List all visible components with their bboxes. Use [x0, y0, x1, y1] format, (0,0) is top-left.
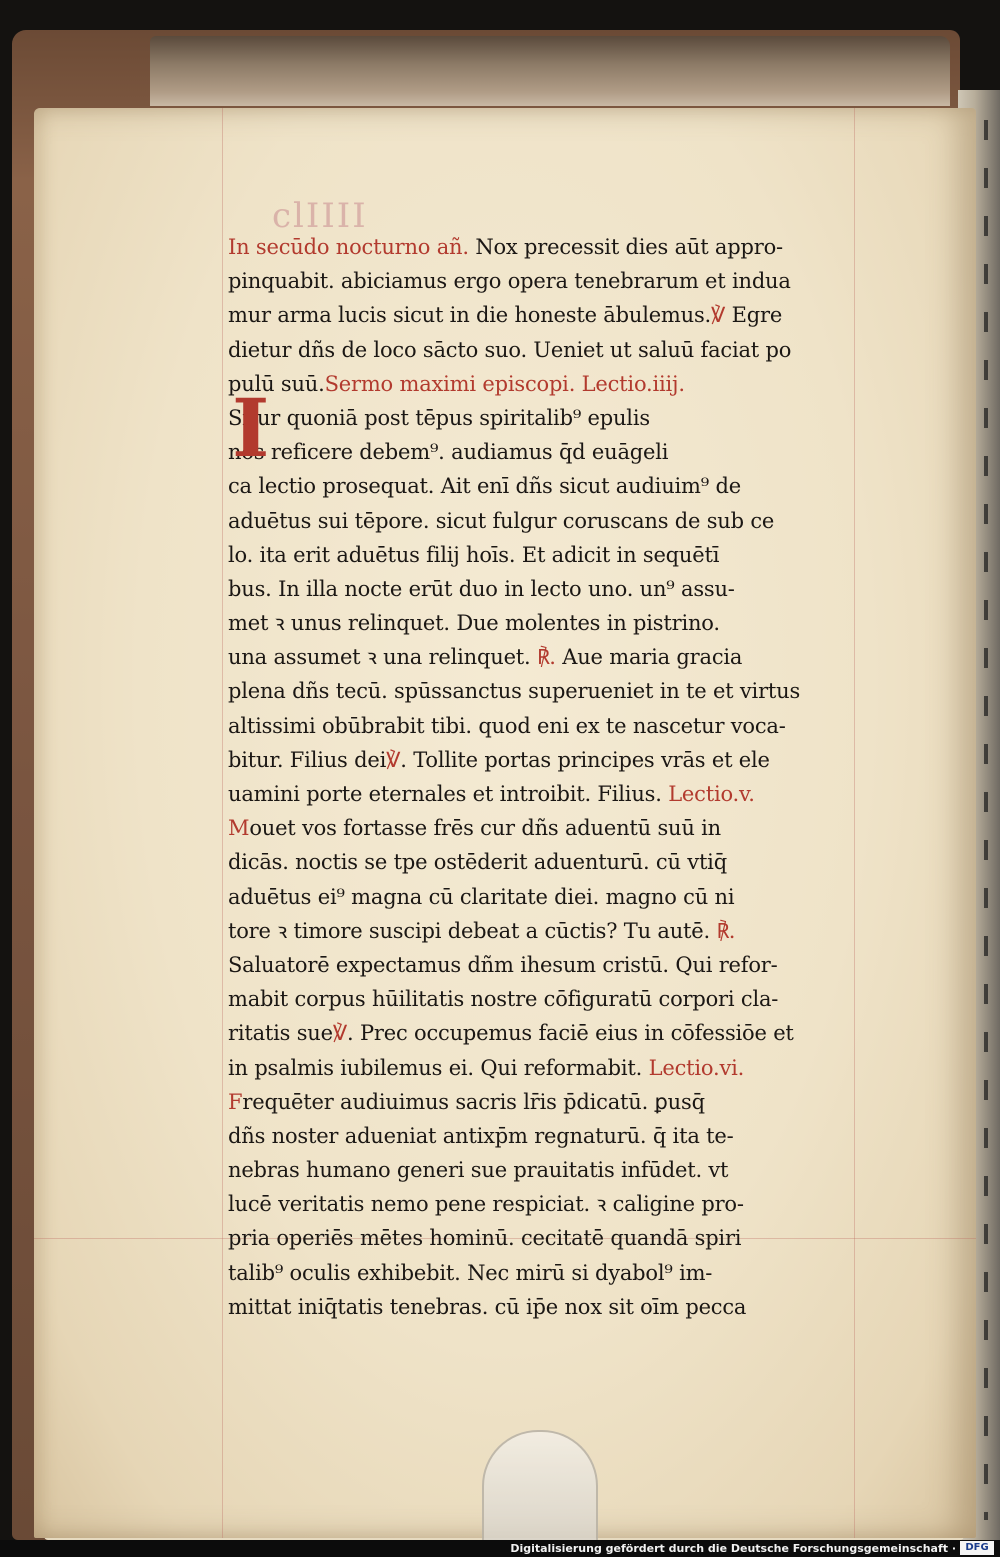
rubric-text: M	[228, 816, 250, 841]
text-line	[228, 811, 848, 845]
rubric-text: ℣	[386, 747, 401, 772]
text-line	[228, 880, 848, 914]
binding-thread	[984, 120, 988, 1520]
text-line	[228, 572, 848, 606]
body-text: Saluatorē expectamus dñm ihesum cristū. Qui refor-	[228, 952, 778, 977]
body-text: aduētus ei⁹ magna cū claritate diei. magno cū ni	[228, 884, 735, 909]
body-text: ouet vos fortasse frēs cur dñs aduentū suū in	[249, 816, 721, 841]
text-line	[228, 504, 848, 538]
body-text: mittat iniq̄tatis tenebras. cū ip̄e nox sit oīm pecca	[228, 1294, 747, 1319]
text-line	[228, 538, 848, 572]
text-line	[228, 674, 848, 708]
text-line	[228, 435, 848, 469]
body-text: Situr quoniā post tēpus spiritalib⁹ epulis	[228, 405, 650, 430]
book-top-edge	[150, 36, 950, 106]
body-text: Aue maria gracia	[555, 645, 743, 670]
body-text: talib⁹ oculis exhibebit. Nec mirū si dyabol⁹ im-	[228, 1260, 713, 1285]
rubric-text: ℣	[332, 1021, 348, 1046]
body-text: pinquabit. abiciamus ergo opera tenebrarum et indua	[228, 269, 791, 294]
text-line	[228, 606, 848, 640]
body-text: mur arma lucis sicut in die honeste ābulemus.	[228, 303, 712, 328]
body-text: pulū suū.	[228, 371, 325, 396]
rubric-text: ℣	[711, 303, 726, 328]
body-text: dietur dñs de loco sācto suo. Ueniet ut saluū faciat po	[228, 337, 792, 362]
body-text: met ꝛ unus relinquet. Due molentes in pistrino.	[228, 611, 720, 636]
text-block	[228, 230, 848, 1324]
text-line	[228, 914, 848, 948]
rubric-text: Sermo maximi episcopi. Lectio.iiij.	[324, 371, 685, 396]
body-text: Nox precessit dies aūt appro-	[468, 235, 783, 259]
ruling-line	[222, 108, 223, 1538]
body-text: lo. ita erit aduētus filij hoīs. Et adicit in sequētī	[228, 542, 720, 567]
text-line	[228, 1051, 848, 1085]
decorated-initial: I	[232, 381, 270, 475]
text-line	[228, 640, 848, 674]
body-text: aduētus sui tēpore. sicut fulgur coruscans de sub ce	[228, 508, 775, 533]
text-line	[228, 469, 848, 503]
body-text: lucē veritatis nemo pene respiciat. ꝛ caligine pro-	[228, 1192, 744, 1217]
text-line	[228, 845, 848, 879]
page-clip	[482, 1430, 598, 1542]
body-text: nebras humano generi sue prauitatis infūdet. vt	[228, 1158, 729, 1183]
rubric-text: In secūdo nocturno añ.	[228, 235, 469, 259]
text-line	[228, 1221, 848, 1255]
text-line	[228, 367, 848, 401]
body-text: bitur. Filius dei	[228, 747, 387, 772]
body-text: una assumet ꝛ una relinquet.	[228, 645, 537, 670]
body-text: ca lectio prosequat. Ait enī dñs sicut audiuim⁹ de	[228, 474, 741, 499]
text-line	[228, 1085, 848, 1119]
text-line	[228, 948, 848, 982]
text-line	[228, 709, 848, 743]
text-line	[228, 1016, 848, 1050]
body-text: bus. In illa nocte erūt duo in lecto uno. un⁹ assu-	[228, 576, 735, 601]
body-text: pria operiēs mētes hominū. cecitatē quandā spiri	[228, 1226, 742, 1251]
rubric-text: Lectio.v.	[668, 782, 755, 806]
body-text: mabit corpus hūilitatis nostre cōfiguratū corpori cla-	[228, 987, 779, 1012]
text-line	[228, 1119, 848, 1153]
body-text: ritatis sue	[228, 1021, 333, 1046]
body-text: dñs noster adueniat antixp̄m regnaturū. q̄ ita te-	[228, 1123, 734, 1148]
digitization-credit: Digitalisierung gefördert durch die Deutsche Forschungsgemeinschaft ·	[0, 1540, 1000, 1557]
body-text: in psalmis iubilemus ei. Qui reformabit.	[228, 1055, 649, 1080]
text-line	[228, 777, 848, 811]
dfg-logo: DFG	[960, 1541, 994, 1555]
rubric-text: F	[228, 1089, 243, 1114]
ruling-line	[854, 108, 855, 1538]
body-text: . Prec occupemus faciē eius in cōfessiōe et	[347, 1021, 794, 1046]
body-text: dicās. noctis se tpe ostēderit aduenturū. cū vtiq̄	[228, 850, 727, 875]
body-text: requēter audiuimus sacris lr̄is p̄dicatū. ꝑusq̄	[242, 1089, 705, 1114]
text-line	[228, 1187, 848, 1221]
text-line	[228, 401, 848, 435]
text-line	[228, 982, 848, 1016]
text-line	[228, 1290, 848, 1324]
body-text: tore ꝛ timore suscipi debeat a cūctis? Tu autē.	[228, 918, 717, 943]
body-text: altissimi obūbrabit tibi. quod eni ex te nascetur voca-	[228, 713, 786, 738]
body-text: uamini porte eternales et introibit. Filius.	[228, 782, 669, 806]
body-text: plena dñs tecū. spūssanctus superueniet in te et virtus	[228, 679, 801, 704]
rubric-text: Lectio.vi.	[648, 1055, 745, 1080]
text-line	[228, 1256, 848, 1290]
text-line	[228, 264, 848, 298]
text-line	[228, 1153, 848, 1187]
body-text: Egre	[725, 303, 783, 328]
text-line	[228, 298, 848, 332]
body-text: . Tollite portas principes vrās et ele	[400, 747, 770, 772]
rubric-text: ℟.	[716, 918, 736, 943]
body-text: nos reficere debem⁹. audiamus q̄d euāgeli	[228, 440, 669, 465]
text-line	[228, 743, 848, 777]
text-line	[228, 333, 848, 367]
folio-number: clIIII	[272, 196, 368, 236]
text-line	[228, 230, 848, 264]
rubric-text: ℟.	[536, 645, 556, 670]
